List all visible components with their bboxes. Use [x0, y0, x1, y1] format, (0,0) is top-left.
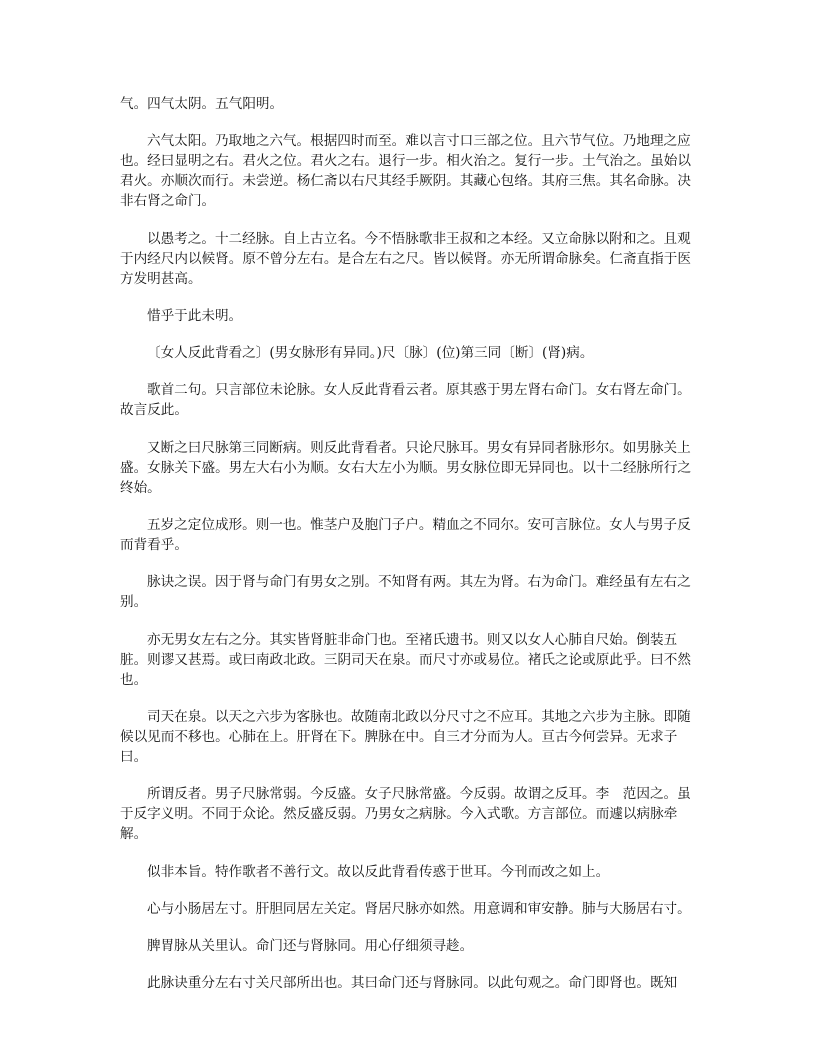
paragraph: 心与小肠居左寸。肝胆同居左关定。肾居尺脉亦如然。用意调和审安静。肺与大肠居右寸。	[147, 900, 691, 917]
document-body	[120, 94, 700, 1011]
paragraph: 五岁之定位成形。则一也。惟茎户及胞门子户。精血之不同尔。安可言脉位。女人与男子反而背看乎。	[120, 517, 691, 554]
paragraph: 〔女人反此背看之〕(男女脉形有异同。)尺〔脉〕(位)第三同〔断〕(肾)病。	[147, 345, 594, 362]
paragraph: 气。四气太阴。五气阳明。	[120, 96, 284, 112]
paragraph: 此脉诀重分左右寸关尺部所出也。其曰命门还与肾脉同。以此句观之。命门即肾也。既知	[147, 975, 678, 992]
paragraph: 歌首二句。只言部位未论脉。女人反此背看云者。原其惑于男左肾右命门。女右肾左命门。故言反此。	[120, 382, 691, 419]
paragraph: 亦无男女左右之分。其实皆肾脏非命门也。至褚氏遗书。则又以女人心肺自尺始。倒装五脏。则谬又甚焉。或曰南政北政。三阴司天在泉。而尺寸亦或易位。褚氏之论或原此乎。曰不然也。	[120, 631, 691, 688]
paragraph: 脉诀之误。因于肾与命门有男女之别。不知肾有两。其左为肾。右为命门。难经虽有左右之别。	[120, 574, 691, 611]
paragraph: 所谓反者。男子尺脉常弱。今反盛。女子尺脉常盛。今反弱。故谓之反耳。李 范因之。虽于反字义明。不同于众论。然反盛反弱。乃男女之病脉。今入式歌。方言部位。而遽以病脉牵解。	[120, 786, 691, 843]
paragraph: 又断之曰尺脉第三同断病。则反此背看者。只论尺脉耳。男女有异同者脉形尔。如男脉关上盛。女脉关下盛。男左大右小为顺。女右大左小为顺。男女脉位即无异同也。以十二经脉所行之终始。	[120, 439, 691, 496]
paragraph: 似非本旨。特作歌者不善行文。故以反此背看传惑于世耳。今刊而改之如上。	[147, 863, 610, 880]
paragraph: 脾胃脉从关里认。命门还与肾脉同。用心仔细须寻趁。	[147, 938, 474, 955]
paragraph: 司天在泉。以天之六步为客脉也。故随南北政以分尺寸之不应耳。其地之六步为主脉。即随候以见而不移也。心肺在上。肝肾在下。脾脉在中。自三才分而为人。亘古今何尝异。无求子曰。	[120, 708, 691, 765]
paragraph: 六气太阳。乃取地之六气。根据四时而至。难以言寸口三部之位。且六节气位。乃地理之应也。经曰显明之右。君火之位。君火之右。退行一步。相火治之。复行一步。土气治之。虽始以君火。亦顺次而行。未尝逆。杨仁斋以右尺其经手厥阴。其藏心包络。其府三焦。其名命脉。决非右肾之命门。	[120, 133, 691, 210]
paragraph: 惜乎于此未明。	[147, 307, 243, 324]
paragraph: 以愚考之。十二经脉。自上古立名。今不悟脉歌非王叔和之本经。又立命脉以附和之。且观于内经尺内以候肾。原不曾分左右。是合左右之尺。皆以候肾。亦无所谓命脉矣。仁斋直指于医方发明甚高。	[120, 230, 691, 287]
